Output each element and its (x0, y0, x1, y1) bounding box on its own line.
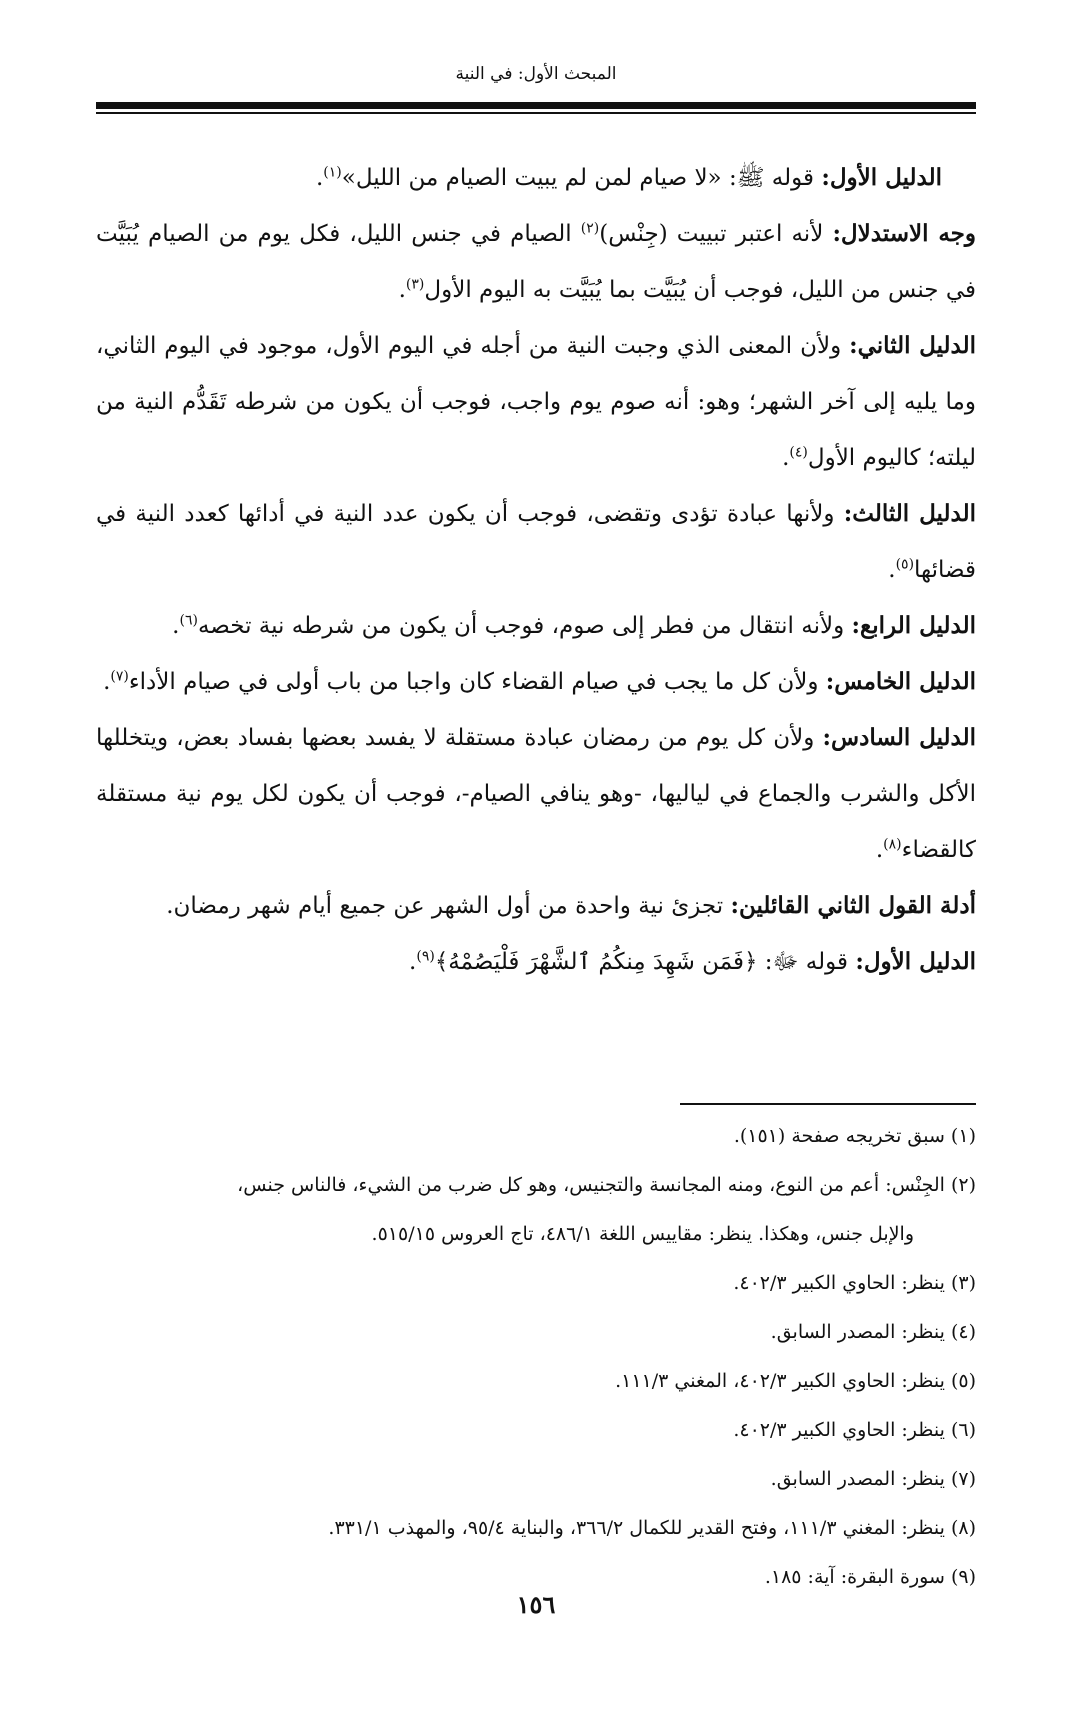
running-header: المبحث الأول: في النية (455, 64, 617, 84)
paragraph-lead: الدليل الأول: (855, 948, 976, 975)
paragraph-lead: وجه الاستدلال: (832, 220, 977, 247)
footnote-ref: (٧) (110, 668, 129, 685)
footnote: (٢) الجِنْس: أعم من النوع، ومنه المجانسة والتجنيس، وهو كل ضرب من الشيء، فالناس جنس، (237, 1174, 976, 1196)
footnote-ref: (٢) (580, 220, 600, 237)
paragraph-evidence-1 (96, 150, 976, 206)
footnote-separator (680, 1103, 976, 1105)
paragraph-text: تجزئ نية واحدة من أول الشهر عن جميع أيام شهر رمضان. (166, 893, 731, 919)
paragraph-evidence-5 (96, 654, 976, 710)
footnote-ref: (٥) (895, 556, 915, 573)
footnote-ref: (٤) (789, 444, 808, 461)
paragraph-second-evidence-1 (96, 934, 976, 990)
paragraph-tail: . (103, 669, 111, 695)
footnote-ref: (٦) (179, 612, 198, 629)
paragraph-text: ولأن المعنى الذي وجبت النية من أجله في اليوم الأول، موجود في اليوم الثاني، وما يليه إلى آخر الشهر؛ وهو: أنه صوم يوم واجب، فوجب أن يكون من شرطه تَقَدُّم النية من ليلته؛ كاليوم الأول (96, 333, 976, 471)
footnote-ref: (٩) (416, 948, 435, 965)
paragraph-second-opinion (96, 878, 976, 934)
paragraph-text: ولأنه انتقال من فطر إلى صوم، فوجب أن يكون من شرطه نية تخصه (197, 613, 852, 639)
paragraph-tail: . (782, 445, 790, 471)
paragraph-lead: الدليل الخامس: (825, 668, 976, 695)
paragraph-text: ولأنها عبادة تؤدى وتقضى، فوجب أن يكون عدد النية في أدائها كعدد النية في قضائها (96, 501, 976, 583)
paragraph-tail: . (172, 613, 180, 639)
paragraph-tail: . (315, 165, 324, 191)
paragraph-lead: الدليل الرابع: (851, 612, 976, 639)
header-rule-thin (96, 112, 976, 114)
footnote-ref: (٣) (405, 276, 425, 293)
paragraph-tail: . (888, 557, 896, 583)
paragraph-evidence-2 (96, 318, 976, 486)
paragraph-text-cont: الصيام في جنس الليل، فكل يوم من الصيام يُبَيَّت في جنس من الليل، فوجب أن يُبَيَّت بما يُبَيَّت به اليوم الأول (96, 221, 976, 303)
footnote: (٣) ينظر: الحاوي الكبير ٤٠٢/٣. (733, 1272, 976, 1294)
body-text (96, 150, 976, 990)
footnote: (١) سبق تخريجه صفحة (١٥١). (733, 1125, 976, 1147)
paragraph-lead: الدليل الثاني: (849, 332, 976, 359)
paragraph-text: لأنه اعتبر تبييت (جِنْس) (599, 221, 833, 247)
footnote: (٤) ينظر: المصدر السابق. (770, 1321, 976, 1343)
paragraph-lead: الدليل الثالث: (843, 500, 976, 527)
paragraph-evidence-6 (96, 710, 976, 878)
paragraph-evidence-4 (96, 598, 976, 654)
footnote: (٨) ينظر: المغني ١١١/٣، وفتح القدير للكمال ٣٦٦/٢، والبناية ٩٥/٤، والمهذب ٣٣١/١. (328, 1517, 976, 1539)
paragraph-text: قوله ﷺ: «لا صيام لمن لم يبيت الصيام من الليل» (341, 165, 822, 191)
footnote: (٥) ينظر: الحاوي الكبير ٤٠٢/٣، المغني ١١١/٣. (615, 1370, 976, 1392)
paragraph-lead: أدلة القول الثاني القائلين: (730, 892, 976, 919)
footnote: (٩) سورة البقرة: آية: ١٨٥. (764, 1566, 976, 1588)
footnote-continuation: والإبل جنس، وهكذا. ينظر: مقاييس اللغة ٤٨٦/١، تاج العروس ٥١٥/١٥. (371, 1223, 914, 1245)
paragraph-lead: الدليل الأول: (821, 164, 942, 191)
paragraph-evidence-3 (96, 486, 976, 598)
paragraph-tail: . (409, 949, 417, 975)
paragraph-tail: . (398, 277, 406, 303)
paragraph-text: قوله ﷻ: ﴿فَمَن شَهِدَ مِنكُمُ ٱلشَّهْرَ فَلْيَصُمْهُ﴾ (434, 949, 856, 975)
footnote: (٧) ينظر: المصدر السابق. (770, 1468, 976, 1490)
footnote-ref: (٨) (883, 836, 902, 853)
footnotes (96, 1112, 976, 1602)
page-number: ١٥٦ (516, 1590, 556, 1619)
paragraph-text: ولأن كل ما يجب في صيام القضاء كان واجبا من باب أولى في صيام الأداء (128, 669, 826, 695)
paragraph-tail: . (875, 837, 884, 863)
footnote: (٦) ينظر: الحاوي الكبير ٤٠٢/٣. (733, 1419, 976, 1441)
paragraph-lead: الدليل السادس: (822, 724, 976, 751)
header-rule-thick (96, 102, 976, 109)
paragraph-inference (96, 206, 976, 318)
footnote-ref: (١) (323, 164, 342, 181)
paragraph-text: ولأن كل يوم من رمضان عبادة مستقلة لا يفسد بعضها بفساد بعض، ويتخللها الأكل والشرب والجماع في لياليها، -وهو ينافي الصيام-، فوجب أن يكون لكل يوم نية مستقلة كالقضاء (96, 725, 976, 863)
